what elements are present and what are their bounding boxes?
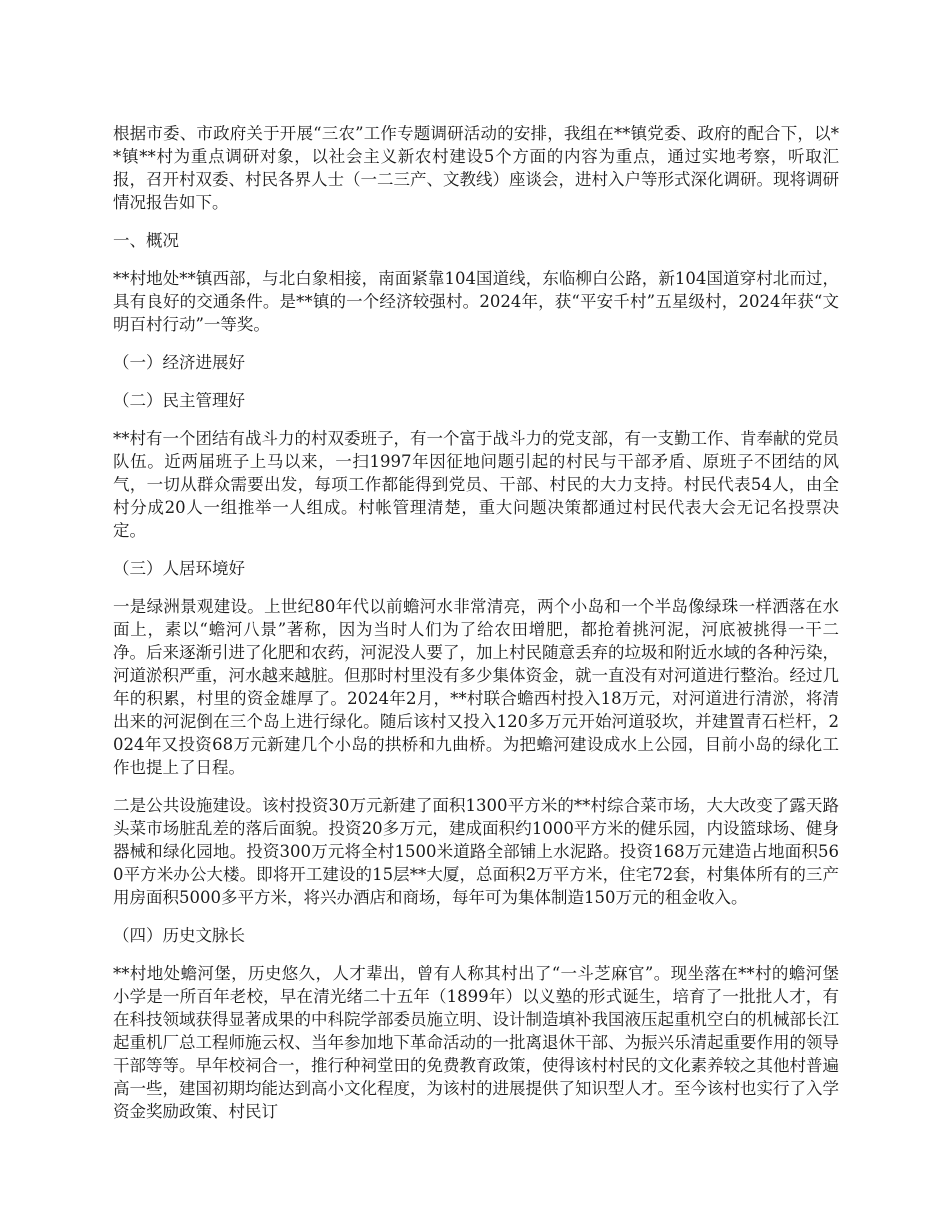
document-body: [113, 122, 839, 1138]
subheading-history: （四）历史文脉长: [113, 926, 245, 945]
section-heading-overview: 一、概况: [113, 231, 179, 250]
intro-paragraph: 根据市委、市政府关于开展“三农”工作专题调研活动的安排，我组在**镇党委、政府的配合下，以**镇**村为重点调研对象，以社会主义新农村建设5个方面的内容为重点，通过实地考察，听取汇报，召开村双委、村民各界人士（一二三产、文教线）座谈会，进村入户等形式深化调研。现将调研情况报告如下。: [113, 124, 839, 212]
environment-paragraph-landscape: 一是绿洲景观建设。上世纪80年代以前蟾河水非常清亮，两个小岛和一个半岛像绿珠一样洒落在水面上，素以“蟾河八景”著称，因为当时人们为了给农田增肥，都抢着挑河泥，河底被挑得一干二净。后来逐渐引进了化肥和农药，河泥没人要了，加上村民随意丢弃的垃圾和附近水域的各种污染，河道淤积严重，河水越来越脏。但那时村里没有多少集体资金，就一直没有对河道进行整治。经过几年的积累，村里的资金雄厚了。2024年2月，**村联合蟾西村投入18万元，对河道进行清淤，将清出来的河泥倒在三个岛上进行绿化。随后该村又投入120多万元开始河道驳坎，并建置青石栏杆，2024年又投资68万元新建几个小岛的拱桥和九曲桥。为把蟾河建设成水上公园，目前小岛的绿化工作也提上了日程。: [113, 597, 839, 777]
environment-paragraph-facilities: 二是公共设施建设。该村投资30万元新建了面积1300平方米的**村综合菜市场，大大改变了露天路头菜市场脏乱差的落后面貌。投资20多万元，建成面积约1000平方米的健乐园，内设篮球场、健身器械和绿化园地。投资300万元将全村1500米道路全部铺上水泥路。投资168万元建造占地面积560平方米办公大楼。即将开工建设的15层**大厦，总面积2万平方米，住宅72套，村集体所有的三产用房面积5000多平方米，将兴办酒店和商场，每年可为集体制造150万元的租金收入。: [113, 796, 839, 907]
subheading-economy: （一）经济进展好: [113, 353, 245, 372]
history-paragraph: **村地处蟾河堡，历史悠久，人才辈出，曾有人称其村出了“一斗芝麻官”。现坐落在**村的蟾河堡小学是一所百年老校，早在清光绪二十五年（1899年）以义塾的形式诞生，培育了一批批人才，有在科技领域获得显著成果的中科院学部委员施立明、设计制造填补我国液压起重机空白的机械部长江起重机厂总工程师施云权、当年参加地下革命活动的一批离退休干部、为振兴乐清起重要作用的领导干部等等。早年校祠合一，推行种祠堂田的免费教育政策，使得该村村民的文化素养较之其他村普遍高一些，建国初期均能达到高小文化程度，为该村的进展提供了知识型人才。至今该村也实行了入学资金奖励政策、村民订: [113, 964, 839, 1121]
democracy-paragraph: **村有一个团结有战斗力的村双委班子，有一个富于战斗力的党支部，有一支勤工作、肯奉献的党员队伍。近两届班子上马以来，一扫1997年因征地问题引起的村民与干部矛盾、原班子不团结的风气，一切从群众需要出发，每项工作都能得到党员、干部、村民的大力支持。村民代表54人，由全村分成20人一组推举一人组成。村帐管理清楚，重大问题决策都通过村民代表大会无记名投票决定。: [113, 429, 839, 540]
subheading-democracy: （二）民主管理好: [113, 391, 245, 410]
subheading-environment: （三）人居环境好: [113, 559, 245, 578]
overview-paragraph: **村地处**镇西部，与北白象相接，南面紧靠104国道线，东临柳白公路，新104国道穿村北而过，具有良好的交通条件。是**镇的一个经济较强村。2024年，获“平安千村”五星级村，2024年获“文明百村行动”一等奖。: [113, 269, 839, 334]
